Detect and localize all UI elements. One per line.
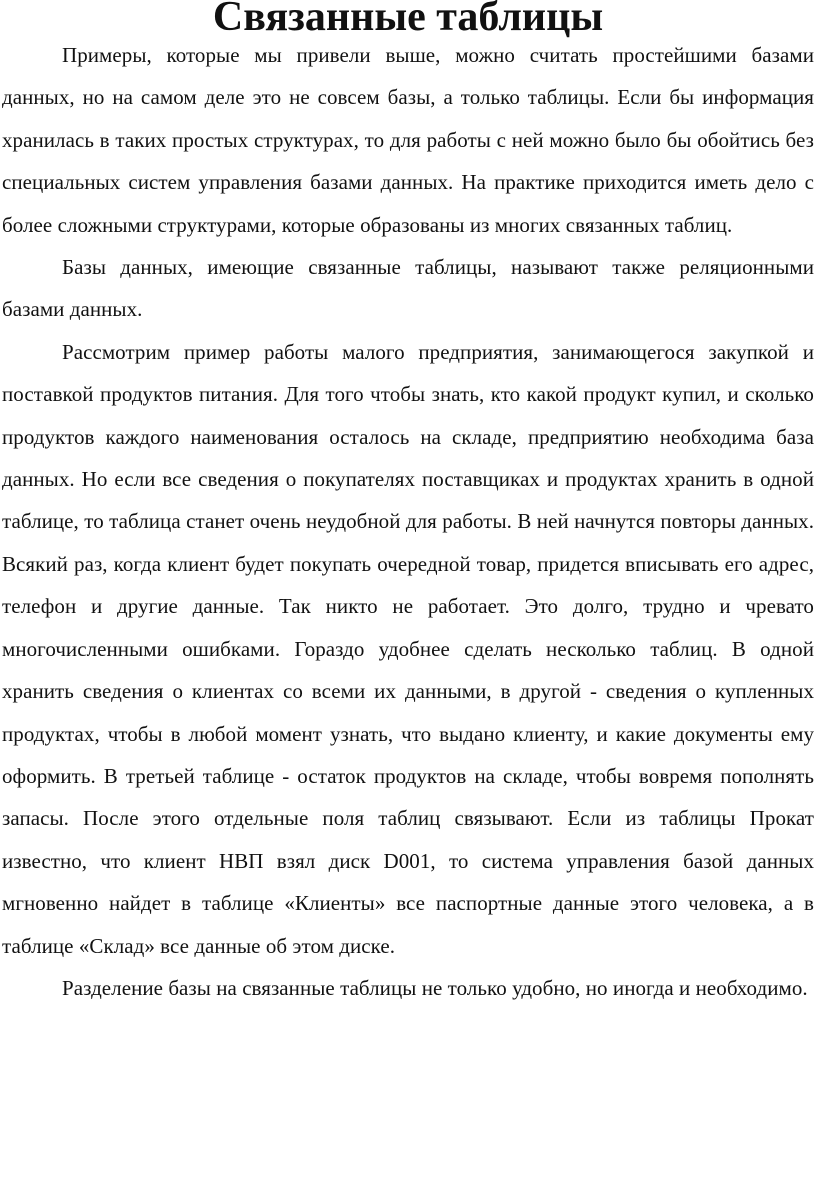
paragraph-4: Разделение базы на связанные таблицы не только удобно, но иногда и необходимо. [62, 975, 808, 1000]
paragraph-1: Примеры, которые мы привели выше, можно считать простейшими базами данных, но на самом деле это не совсем базы, а только таблицы. Если бы информация хранилась в таких простых структурах, то для работы с ней можно было бы обойтись без специальных систем управления базами данных. На практике приходится иметь дело с более сложными структурами, которые образованы из многих связанных таблиц. [2, 43, 814, 237]
document-page [2, 0, 814, 1009]
page-title: Связанные таблицы [212, 0, 604, 40]
paragraph-2: Базы данных, имеющие связанные таблицы, называют также реляционными базами данных. [2, 255, 814, 322]
paragraph-3: Рассмотрим пример работы малого предприятия, занимающегося закупкой и поставкой продуктов питания. Для того чтобы знать, кто какой продукт купил, и сколько продуктов каждого наименования осталось на складе, предприятию необходима база данных. Но если все сведения о покупателях поставщиках и продуктах хранить в одной таблице, то таблица станет очень неудобной для работы. В ней начнутся повторы данных. Всякий раз, когда клиент будет покупать очередной товар, придется вписывать его адрес, телефон и другие данные. Так никто не работает. Это долго, трудно и чревато многочисленными ошибками. Гораздо удобнее сделать несколько таблиц. В одной хранить сведения о клиентах со всеми их данными, в другой - сведения о купленных продуктах, чтобы в любой момент узнать, что выдано клиенту, и какие документы ему оформить. В третьей таблице - остаток продуктов на складе, чтобы вовремя пополнять запасы. После этого отдельные поля таблиц связывают. Если из таблицы Прокат известно, что клиент НВП взял диск D001, то система управления базой данных мгновенно найдет в таблице «Клиенты» все паспортные данные этого человека, а в таблице «Склад» все данные об этом диске. [2, 339, 814, 958]
